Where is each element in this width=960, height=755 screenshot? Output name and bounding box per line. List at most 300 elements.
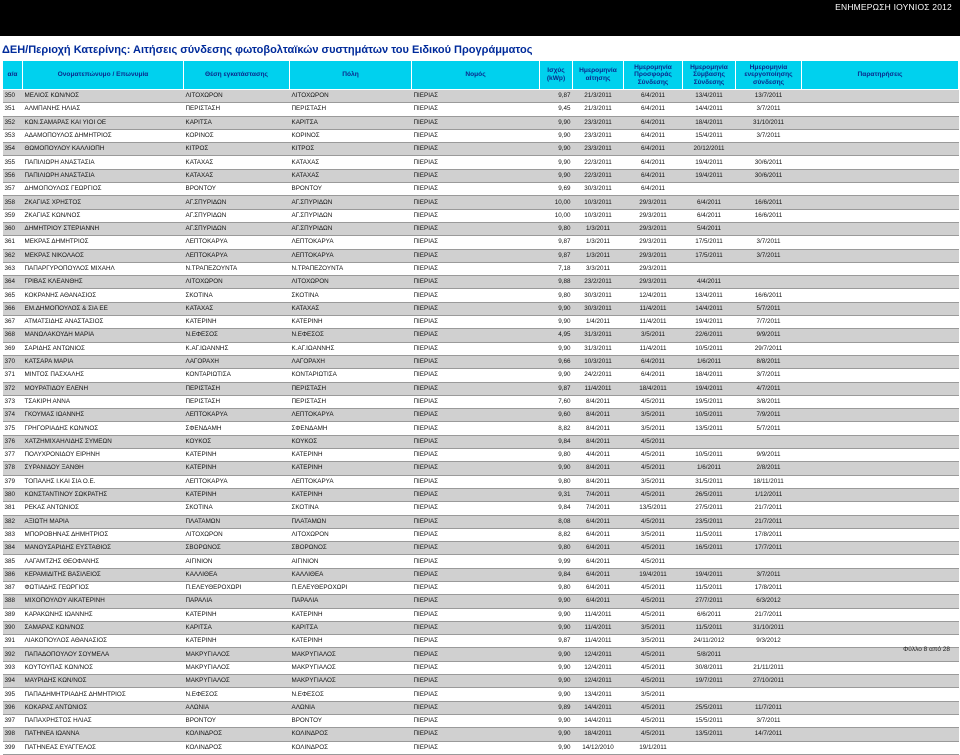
cell-contract-date: 5/8/2011 [683,648,736,661]
table-row [3,249,959,262]
cell-prefecture: ΠΙΕΡΙΑΣ [412,302,540,315]
cell-aa: 391 [3,635,23,648]
cell-name: ΜΕΚΡΑΣ ΝΙΚΟΛΑΟΣ [23,249,184,262]
cell-aa: 394 [3,675,23,688]
cell-offer-date: 4/5/2011 [624,675,683,688]
cell-activation-date: 31/10/2011 [736,116,802,129]
cell-aa: 388 [3,595,23,608]
cell-power: 9,80 [540,449,573,462]
cell-power: 10,00 [540,196,573,209]
cell-city: ΠΕΡΙΣΤΑΣΗ [290,382,412,395]
cell-aa: 382 [3,515,23,528]
cell-name: ΖΚΑΓΙΑΣ ΧΡΗΣΤΟΣ [23,196,184,209]
cell-remarks [802,249,959,262]
cell-aa: 398 [3,728,23,741]
cell-activation-date: 16/6/2011 [736,196,802,209]
cell-location: ΚΑΤΕΡΙΝΗ [184,635,290,648]
cell-application-date: 8/4/2011 [573,462,624,475]
cell-name: ΦΩΤΙΑΔΗΣ ΓΕΩΡΓΙΟΣ [23,581,184,594]
cell-power: 9,84 [540,435,573,448]
cell-city: Ν.ΕΦΕΣΟΣ [290,329,412,342]
cell-name: ΚΩΝΣΤΑΝΤΙΝΟΥ ΣΩΚΡΑΤΗΣ [23,488,184,501]
cell-offer-date: 18/4/2011 [624,382,683,395]
cell-prefecture: ΠΙΕΡΙΑΣ [412,502,540,515]
cell-offer-date: 4/5/2011 [624,395,683,408]
col-header-name: Ονοματεπώνυμο / Επωνυμία [23,61,184,90]
cell-aa: 350 [3,90,23,103]
cell-location: ΚΑΡΙΤΣΑ [184,116,290,129]
table-row [3,608,959,621]
cell-contract-date: 22/6/2011 [683,329,736,342]
update-label: ΕΝΗΜΕΡΩΣΗ ΙΟΥΝΙΟΣ 2012 [835,2,952,12]
cell-offer-date: 4/5/2011 [624,608,683,621]
cell-city: ΣΒΟΡΩΝΟΣ [290,542,412,555]
cell-name: ΠΑΠΙΛΙΩΡΗ ΑΝΑΣΤΑΣΙΑ [23,156,184,169]
cell-prefecture: ΠΙΕΡΙΑΣ [412,382,540,395]
cell-prefecture: ΠΙΕΡΙΑΣ [412,555,540,568]
cell-city: ΠΛΑΤΑΜΩΝ [290,515,412,528]
cell-location: ΚΟΡΙΝΟΣ [184,129,290,142]
cell-offer-date: 4/5/2011 [624,581,683,594]
cell-contract-date: 20/12/2011 [683,143,736,156]
cell-name: ΠΑΠΑΧΡΗΣΤΟΣ ΗΛΙΑΣ [23,714,184,727]
table-row [3,103,959,116]
cell-remarks [802,369,959,382]
cell-remarks [802,342,959,355]
cell-prefecture: ΠΙΕΡΙΑΣ [412,355,540,368]
cell-offer-date: 11/4/2011 [624,342,683,355]
cell-location: ΜΑΚΡΥΓΙΑΛΟΣ [184,648,290,661]
cell-application-date: 11/4/2011 [573,608,624,621]
cell-application-date: 1/3/2011 [573,249,624,262]
col-header-contract-date: Ημερομηνία Σύμβασης Σύνδεσης [683,61,736,90]
cell-activation-date [736,688,802,701]
cell-power: 9,87 [540,249,573,262]
cell-contract-date: 14/4/2011 [683,103,736,116]
cell-activation-date: 29/7/2011 [736,342,802,355]
cell-city: Κ.ΑΓ.ΙΩΑΝΝΗΣ [290,342,412,355]
cell-prefecture: ΠΙΕΡΙΑΣ [412,581,540,594]
cell-remarks [802,515,959,528]
cell-contract-date: 17/5/2011 [683,236,736,249]
cell-contract-date: 19/7/2011 [683,675,736,688]
cell-location: ΛΑΓΟΡΑΧΗ [184,355,290,368]
cell-name: ΛΙΑΚΟΠΟΥΛΟΣ ΑΘΑΝΑΣΙΟΣ [23,635,184,648]
cell-activation-date: 6/3/2012 [736,595,802,608]
cell-prefecture: ΠΙΕΡΙΑΣ [412,289,540,302]
cell-remarks [802,449,959,462]
cell-power: 9,87 [540,90,573,103]
cell-location: ΛΕΠΤΟΚΑΡΥΑ [184,409,290,422]
cell-aa: 381 [3,502,23,515]
cell-location: Ν.ΕΦΕΣΟΣ [184,329,290,342]
cell-remarks [802,488,959,501]
cell-name: ΣΥΡΑΝΙΔΟΥ ΞΑΝΘΗ [23,462,184,475]
cell-name: ΚΕΡΑΜΙΔΙΤΗΣ ΒΑΣΙΛΕΙΟΣ [23,568,184,581]
cell-offer-date: 4/5/2011 [624,648,683,661]
cell-name: ΜΙΝΤΟΣ ΠΑΣΧΑΛΗΣ [23,369,184,382]
cell-activation-date: 5/7/2011 [736,302,802,315]
cell-activation-date: 14/7/2011 [736,728,802,741]
cell-power: 9,84 [540,568,573,581]
cell-prefecture: ΠΙΕΡΙΑΣ [412,528,540,541]
cell-name: ΠΑΠΑΡΓΥΡΟΠΟΥΛΟΣ ΜΙΧΑΗΛ [23,262,184,275]
cell-contract-date: 26/5/2011 [683,488,736,501]
cell-contract-date: 6/6/2011 [683,608,736,621]
cell-power: 9,90 [540,462,573,475]
cell-contract-date: 25/5/2011 [683,701,736,714]
cell-name: ΤΣΑΚΙΡΗ ΑΝΝΑ [23,395,184,408]
cell-aa: 353 [3,129,23,142]
cell-power: 9,60 [540,409,573,422]
cell-city: ΛΕΠΤΟΚΑΡΥΑ [290,236,412,249]
cell-activation-date: 27/10/2011 [736,675,802,688]
cell-name: ΜΙΧΟΠΟΥΛΟΥ ΑΙΚΑΤΕΡΙΝΗ [23,595,184,608]
table-row [3,449,959,462]
cell-application-date: 14/4/2011 [573,701,624,714]
cell-offer-date: 19/4/2011 [624,568,683,581]
cell-application-date: 6/4/2011 [573,581,624,594]
cell-power: 9,90 [540,648,573,661]
cell-power: 7,60 [540,395,573,408]
cell-prefecture: ΠΙΕΡΙΑΣ [412,342,540,355]
cell-city: ΛΑΓΟΡΑΧΗ [290,355,412,368]
cell-contract-date: 19/4/2011 [683,568,736,581]
cell-power: 9,90 [540,129,573,142]
table-row [3,488,959,501]
cell-city: ΚΑΡΙΤΣΑ [290,621,412,634]
cell-power: 9,90 [540,661,573,674]
table-row [3,475,959,488]
cell-remarks [802,675,959,688]
cell-offer-date: 12/4/2011 [624,289,683,302]
cell-offer-date: 29/3/2011 [624,236,683,249]
table-row [3,462,959,475]
cell-activation-date: 11/7/2011 [736,701,802,714]
cell-aa: 395 [3,688,23,701]
table-row [3,369,959,382]
cell-application-date: 11/4/2011 [573,635,624,648]
cell-aa: 355 [3,156,23,169]
cell-power: 9,80 [540,542,573,555]
table-row [3,675,959,688]
table-row [3,116,959,129]
col-header-application-date: Ημερομηνία αίτησης [573,61,624,90]
cell-power: 9,69 [540,183,573,196]
table-row [3,741,959,754]
cell-application-date: 13/4/2011 [573,688,624,701]
cell-power: 9,80 [540,289,573,302]
cell-name: ΣΑΜΑΡΑΣ ΚΩΝ/ΝΟΣ [23,621,184,634]
cell-remarks [802,169,959,182]
col-header-offer-date: Ημερομηνία Προσφοράς Σύνδεσης [624,61,683,90]
cell-location: ΠΑΡΑΛΙΑ [184,595,290,608]
table-row [3,302,959,315]
cell-location: ΚΑΛΛΙΘΕΑ [184,568,290,581]
table-row [3,635,959,648]
cell-power: 9,90 [540,302,573,315]
cell-contract-date: 18/4/2011 [683,369,736,382]
cell-power: 9,80 [540,581,573,594]
cell-name: ΚΟΥΤΟΥΠΑΣ ΚΩΝ/ΝΟΣ [23,661,184,674]
cell-prefecture: ΠΙΕΡΙΑΣ [412,542,540,555]
cell-aa: 389 [3,608,23,621]
table-row [3,701,959,714]
cell-power: 9,90 [540,675,573,688]
cell-contract-date: 15/4/2011 [683,129,736,142]
cell-contract-date: 13/4/2011 [683,289,736,302]
cell-city: ΛΙΤΟΧΩΡΟΝ [290,276,412,289]
cell-application-date: 6/4/2011 [573,555,624,568]
cell-location: ΚΟΛΙΝΔΡΟΣ [184,728,290,741]
cell-contract-date: 16/5/2011 [683,542,736,555]
cell-contract-date: 13/5/2011 [683,728,736,741]
cell-remarks [802,103,959,116]
cell-prefecture: ΠΙΕΡΙΑΣ [412,675,540,688]
cell-contract-date: 10/5/2011 [683,449,736,462]
cell-location: ΑΓ.ΣΠΥΡΙΔΩΝ [184,209,290,222]
cell-power: 9,90 [540,116,573,129]
cell-aa: 358 [3,196,23,209]
cell-location: ΛΕΠΤΟΚΑΡΥΑ [184,475,290,488]
cell-power: 9,31 [540,488,573,501]
cell-contract-date [683,555,736,568]
cell-application-date: 31/3/2011 [573,342,624,355]
cell-location: ΒΡΟΝΤΟΥ [184,183,290,196]
cell-contract-date: 19/4/2011 [683,156,736,169]
page-title: ΔΕΗ/Περιοχή Κατερίνης: Αιτήσεις σύνδεσης φωτοβολταϊκών συστημάτων του Ειδικού Προγράμματος [2,44,533,56]
cell-application-date: 21/3/2011 [573,103,624,116]
cell-location: ΚΑΤΑΧΑΣ [184,169,290,182]
cell-application-date: 12/4/2011 [573,675,624,688]
cell-remarks [802,528,959,541]
table-row [3,342,959,355]
cell-application-date: 31/3/2011 [573,329,624,342]
table-row [3,595,959,608]
col-header-aa: α/α [3,61,23,90]
cell-power: 8,08 [540,515,573,528]
cell-contract-date: 11/5/2011 [683,528,736,541]
cell-offer-date: 29/3/2011 [624,249,683,262]
cell-prefecture: ΠΙΕΡΙΑΣ [412,90,540,103]
cell-location: ΑΙΓΙΝΙΟΝ [184,555,290,568]
cell-aa: 399 [3,741,23,754]
cell-activation-date [736,183,802,196]
cell-prefecture: ΠΙΕΡΙΑΣ [412,741,540,754]
cell-application-date: 10/3/2011 [573,196,624,209]
cell-power: 9,90 [540,169,573,182]
cell-activation-date: 3/7/2011 [736,568,802,581]
table-row [3,515,959,528]
cell-contract-date: 31/5/2011 [683,475,736,488]
cell-offer-date: 4/5/2011 [624,449,683,462]
cell-application-date: 22/3/2011 [573,169,624,182]
cell-location: ΚΑΡΙΤΣΑ [184,621,290,634]
cell-remarks [802,568,959,581]
cell-location: ΣΚΟΤΙΝΑ [184,289,290,302]
cell-application-date: 4/4/2011 [573,449,624,462]
cell-aa: 387 [3,581,23,594]
table-row [3,382,959,395]
cell-city: ΑΓ.ΣΠΥΡΙΔΩΝ [290,222,412,235]
cell-application-date: 8/4/2011 [573,435,624,448]
cell-prefecture: ΠΙΕΡΙΑΣ [412,595,540,608]
cell-remarks [802,382,959,395]
cell-aa: 367 [3,316,23,329]
cell-location: Ν.ΕΦΕΣΟΣ [184,688,290,701]
cell-power: 9,90 [540,741,573,754]
cell-name: ΜΟΥΡΑΤΙΔΟΥ ΕΛΕΝΗ [23,382,184,395]
cell-prefecture: ΠΙΕΡΙΑΣ [412,249,540,262]
cell-name: ΧΑΤΖΗΜΙΧΑΗΛΙΔΗΣ ΣΥΜΕΩΝ [23,435,184,448]
cell-application-date: 11/4/2011 [573,382,624,395]
cell-application-date: 1/3/2011 [573,236,624,249]
cell-remarks [802,595,959,608]
cell-activation-date: 9/9/2011 [736,449,802,462]
cell-activation-date: 9/3/2012 [736,635,802,648]
cell-city: ΛΙΤΟΧΩΡΟΝ [290,90,412,103]
cell-prefecture: ΠΙΕΡΙΑΣ [412,369,540,382]
cell-remarks [802,728,959,741]
cell-name: ΖΚΑΓΙΑΣ ΚΩΝ/ΝΟΣ [23,209,184,222]
cell-name: ΚΑΤΣΑΡΑ ΜΑΡΙΑ [23,355,184,368]
cell-remarks [802,262,959,275]
cell-city: ΛΕΠΤΟΚΑΡΥΑ [290,249,412,262]
cell-location: ΜΑΚΡΥΓΙΑΛΟΣ [184,661,290,674]
cell-offer-date: 3/5/2011 [624,635,683,648]
cell-activation-date: 8/8/2011 [736,355,802,368]
cell-city: ΠΕΡΙΣΤΑΣΗ [290,103,412,116]
cell-application-date: 7/4/2011 [573,502,624,515]
cell-remarks [802,608,959,621]
cell-offer-date: 11/4/2011 [624,316,683,329]
table-row [3,435,959,448]
cell-city: ΑΛΩΝΙΑ [290,701,412,714]
cell-aa: 390 [3,621,23,634]
cell-application-date: 23/2/2011 [573,276,624,289]
cell-offer-date: 3/5/2011 [624,329,683,342]
cell-contract-date: 4/4/2011 [683,276,736,289]
cell-prefecture: ΠΙΕΡΙΑΣ [412,409,540,422]
cell-aa: 383 [3,528,23,541]
cell-aa: 392 [3,648,23,661]
cell-remarks [802,236,959,249]
cell-application-date: 30/3/2011 [573,302,624,315]
cell-offer-date: 6/4/2011 [624,169,683,182]
cell-aa: 393 [3,661,23,674]
cell-remarks [802,395,959,408]
cell-power: 9,80 [540,222,573,235]
table-row [3,355,959,368]
cell-city: ΑΓ.ΣΠΥΡΙΔΩΝ [290,209,412,222]
table-row [3,209,959,222]
cell-remarks [802,355,959,368]
cell-prefecture: ΠΙΕΡΙΑΣ [412,635,540,648]
cell-location: Κ.ΑΓ.ΙΩΑΝΝΗΣ [184,342,290,355]
cell-power: 9,66 [540,355,573,368]
table-row [3,728,959,741]
cell-offer-date: 6/4/2011 [624,369,683,382]
cell-offer-date: 6/4/2011 [624,143,683,156]
cell-city: ΒΡΟΝΤΟΥ [290,714,412,727]
cell-power: 9,87 [540,635,573,648]
cell-name: ΓΡΙΒΑΣ ΚΛΕΑΝΘΗΣ [23,276,184,289]
cell-aa: 357 [3,183,23,196]
cell-contract-date: 6/4/2011 [683,209,736,222]
cell-contract-date: 1/6/2011 [683,462,736,475]
cell-contract-date: 18/4/2011 [683,116,736,129]
cell-power: 9,90 [540,595,573,608]
cell-offer-date: 6/4/2011 [624,355,683,368]
cell-activation-date [736,741,802,754]
cell-application-date: 8/4/2011 [573,409,624,422]
cell-name: ΚΟΚΡΑΝΗΣ ΑΘΑΝΑΣΙΟΣ [23,289,184,302]
cell-aa: 386 [3,568,23,581]
cell-remarks [802,555,959,568]
cell-location: ΚΑΤΕΡΙΝΗ [184,316,290,329]
top-banner [0,0,960,36]
cell-contract-date: 13/4/2011 [683,90,736,103]
cell-offer-date: 6/4/2011 [624,103,683,116]
cell-offer-date: 29/3/2011 [624,276,683,289]
cell-location: ΚΑΤΕΡΙΝΗ [184,608,290,621]
cell-contract-date [683,741,736,754]
cell-location: ΚΑΤΕΡΙΝΗ [184,462,290,475]
cell-offer-date: 3/5/2011 [624,475,683,488]
cell-power: 10,00 [540,209,573,222]
cell-remarks [802,581,959,594]
cell-offer-date: 4/5/2011 [624,462,683,475]
cell-prefecture: ΠΙΕΡΙΑΣ [412,608,540,621]
cell-name: ΑΞΙΩΤΗ ΜΑΡΙΑ [23,515,184,528]
cell-application-date: 6/4/2011 [573,542,624,555]
cell-activation-date: 17/8/2011 [736,581,802,594]
cell-contract-date: 15/5/2011 [683,714,736,727]
cell-power: 9,90 [540,143,573,156]
cell-contract-date: 10/5/2011 [683,342,736,355]
cell-activation-date: 3/7/2011 [736,103,802,116]
cell-city: ΒΡΟΝΤΟΥ [290,183,412,196]
cell-activation-date: 21/11/2011 [736,661,802,674]
cell-remarks [802,129,959,142]
cell-remarks [802,90,959,103]
cell-name: ΛΑΓΑΜΤΖΗΣ ΘΕΟΦΑΝΗΣ [23,555,184,568]
cell-activation-date: 21/7/2011 [736,502,802,515]
cell-aa: 371 [3,369,23,382]
cell-location: ΒΡΟΝΤΟΥ [184,714,290,727]
cell-contract-date: 24/11/2012 [683,635,736,648]
cell-name: ΑΤΜΑΤΣΙΔΗΣ ΑΝΑΣΤΑΣΙΟΣ [23,316,184,329]
cell-remarks [802,276,959,289]
cell-city: ΜΑΚΡΥΓΙΑΛΟΣ [290,661,412,674]
cell-location: ΜΑΚΡΥΓΙΑΛΟΣ [184,675,290,688]
cell-power: 4,95 [540,329,573,342]
cell-aa: 362 [3,249,23,262]
cell-activation-date: 3/7/2011 [736,236,802,249]
cell-contract-date: 19/4/2011 [683,316,736,329]
cell-application-date: 11/4/2011 [573,621,624,634]
cell-location: ΠΕΡΙΣΤΑΣΗ [184,103,290,116]
cell-location: ΚΟΛΙΝΔΡΟΣ [184,741,290,754]
cell-remarks [802,621,959,634]
cell-aa: 377 [3,449,23,462]
cell-activation-date: 3/8/2011 [736,395,802,408]
cell-remarks [802,661,959,674]
table-row [3,621,959,634]
cell-city: ΛΙΤΟΧΩΡΟΝ [290,528,412,541]
cell-aa: 360 [3,222,23,235]
cell-name: ΔΗΜΗΤΡΙΟΥ ΣΤΕΡΙΑΝΝΗ [23,222,184,235]
